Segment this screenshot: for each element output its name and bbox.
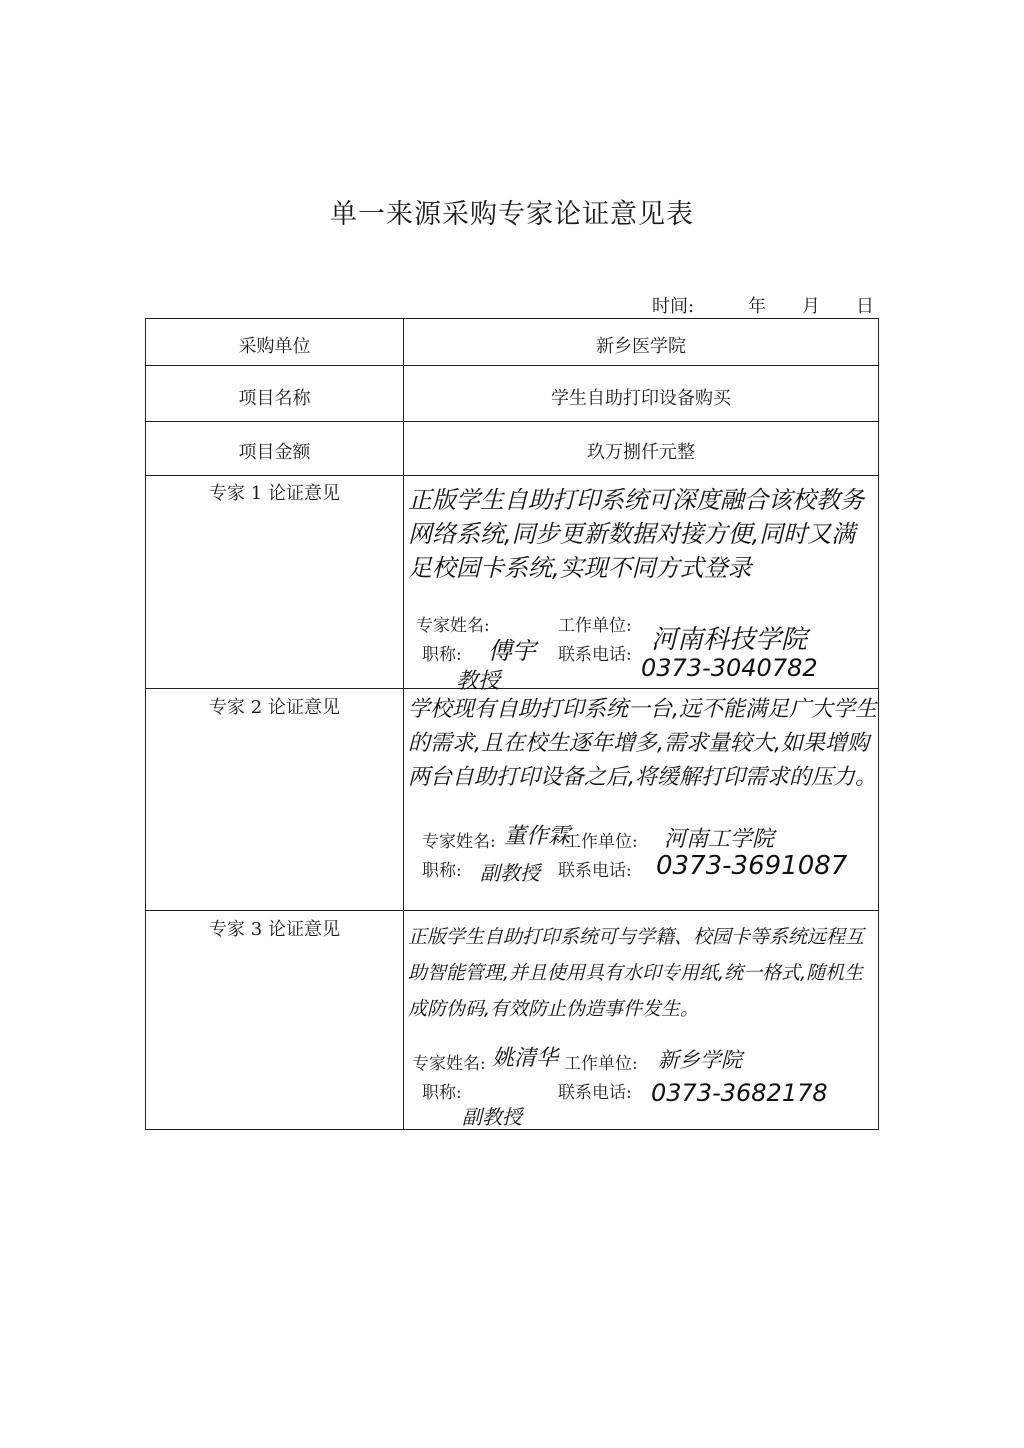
expert-3-label: 专家 3 论证意见	[209, 919, 340, 940]
amount-label: 项目金额	[238, 442, 311, 463]
expert-1-label: 专家 1 论证意见	[209, 483, 340, 504]
unit-value: 新乡医学院	[596, 336, 686, 357]
row-divider	[146, 421, 878, 422]
expert-2-name: 董作霖	[504, 824, 571, 849]
expert-1-opinion: 正版学生自助打印系统可深度融合该校教务网络系统,同步更新数据对接方便,同时又满足校园卡系统,实现不同方式登录	[408, 486, 864, 582]
row-divider	[146, 475, 878, 476]
row-divider	[146, 688, 878, 689]
expert-3-employer-label: 工作单位:	[564, 1054, 638, 1074]
expert-3-phone-label: 联系电话:	[558, 1083, 632, 1103]
expert-2-opinion: 学校现有自助打印系统一台,远不能满足广大学生的需求,且在校生逐年增多,需求量较大,如果增购两台自助打印设备之后,将缓解打印需求的压力。	[408, 697, 877, 790]
project-label: 项目名称	[238, 388, 311, 409]
expert-3-opinion: 正版学生自助打印系统可与学籍、校园卡等系统远程互助智能管理,并且使用具有水印专用纸,统一格式,随机生成防伪码,有效防止伪造事件发生。	[408, 926, 865, 1020]
expert-3-title-label: 职称:	[422, 1083, 462, 1103]
expert-1-name: 傅宇	[488, 637, 536, 665]
date-year: 年	[748, 296, 766, 317]
expert-2-phone-label: 联系电话:	[558, 861, 632, 881]
expert-1-title: 教授	[456, 669, 501, 694]
date-label: 时间:	[652, 296, 695, 317]
date-day: 日	[856, 296, 874, 317]
expert-2-employer-label: 工作单位:	[564, 832, 638, 852]
project-value: 学生自助打印设备购买	[551, 388, 731, 409]
expert-2-phone: 0373-3691087	[656, 851, 848, 881]
expert-1-phone: 0373-3040782	[641, 654, 818, 682]
row-divider	[146, 910, 878, 911]
expert-2-employer: 河南工学院	[664, 827, 775, 852]
row-divider	[146, 365, 878, 366]
expert-3-name: 姚清华	[492, 1046, 559, 1071]
amount-value: 玖万捌仟元整	[587, 442, 695, 463]
expert-3-name-label: 专家姓名:	[412, 1054, 486, 1074]
expert-2-title: 副教授	[480, 861, 540, 885]
expert-2-title-label: 职称:	[422, 861, 462, 881]
unit-label: 采购单位	[238, 336, 311, 357]
expert-1-name-label: 专家姓名:	[416, 616, 490, 636]
date-month: 月	[802, 296, 820, 317]
expert-2-name-label: 专家姓名:	[422, 832, 496, 852]
expert-1-employer-label: 工作单位:	[558, 616, 632, 636]
expert-3-phone: 0373-3682178	[651, 1079, 828, 1107]
expert-2-label: 专家 2 论证意见	[209, 697, 340, 718]
expert-1-employer: 河南科技学院	[651, 625, 808, 655]
expert-3-title: 副教授	[462, 1105, 522, 1129]
document-title: 单一来源采购专家论证意见表	[330, 199, 694, 230]
expert-3-employer: 新乡学院	[658, 1048, 742, 1072]
expert-1-title-label: 职称:	[422, 645, 462, 665]
opinion-form-table	[145, 318, 879, 1130]
expert-1-phone-label: 联系电话:	[558, 645, 632, 665]
